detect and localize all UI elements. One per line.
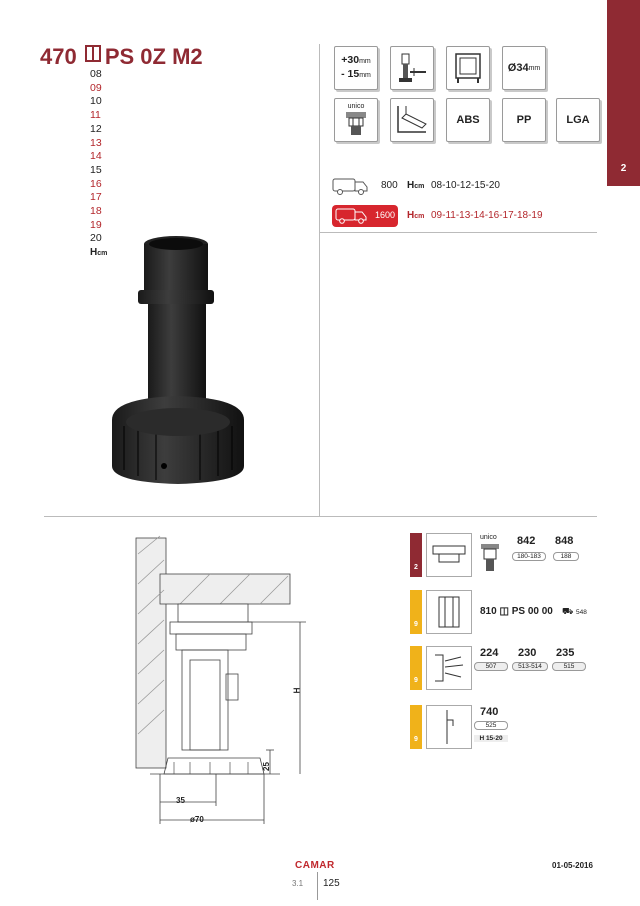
hcm-label: Hcm [90, 247, 108, 259]
technical-drawing [130, 534, 310, 834]
section-divider [44, 516, 597, 517]
height-item: 13 [90, 136, 102, 149]
accessory-code: 810 ◫ PS 00 00 [480, 606, 553, 617]
packaging-heights-1: 08-10-12-15-20 [431, 180, 500, 191]
packaging-heights-2: 09-11-13-14-16-17-18-19 [431, 210, 543, 221]
accessory-ref: 515 [552, 662, 586, 671]
accessory-code: 235 [556, 647, 575, 659]
cabinet-icon [446, 46, 490, 90]
section-tab-number: 2 [620, 163, 627, 174]
height-item: 19 [90, 218, 102, 231]
product-title [40, 44, 203, 70]
dim-25-label: 25 [261, 762, 271, 771]
product-photo [100, 230, 260, 490]
height-item: 11 [90, 109, 101, 122]
accessory-ref: 525 [474, 721, 508, 730]
footer-date: 01-05-2016 [552, 861, 593, 870]
accessory-code: 848 [555, 535, 574, 547]
clip-thumbnail [426, 646, 472, 690]
drawer-icon [390, 98, 434, 142]
product-code-suffix: PS 0Z M2 [104, 44, 203, 69]
screwdriver-adjust-icon [390, 46, 434, 90]
accessory-code: 740 [480, 706, 499, 718]
height-item: 09 [90, 81, 102, 94]
unico-icon: unico [334, 98, 378, 142]
packaging-qty-2: 1600 [375, 210, 396, 220]
accessory-block-4: 9 740 525 H 15-20 [410, 705, 595, 749]
height-item: 17 [90, 191, 102, 204]
diameter-icon: Ø34 mm [502, 46, 546, 90]
divider-box-icon [85, 45, 101, 62]
dim-35-label: 35 [176, 796, 185, 805]
page-number: 125 [323, 878, 340, 889]
accessory-ref: 180-183 [512, 552, 546, 561]
truck-icon [335, 207, 369, 225]
footer-section: 3.1 [292, 879, 304, 888]
dim-h-label: H [292, 687, 302, 694]
material-abs-badge: ABS [446, 98, 490, 142]
accessory-code: 842 [517, 535, 536, 547]
section-tab [607, 0, 640, 186]
bracket-thumbnail [426, 705, 472, 749]
unico-part-icon [480, 543, 500, 575]
height-item: 20 [90, 232, 102, 245]
packaging-divider [319, 232, 597, 233]
accessory-code: 230 [518, 647, 537, 659]
accessory-ref: 548 [576, 609, 587, 616]
truck-icon: ⛟ [562, 606, 574, 616]
unico-label: unico [480, 534, 497, 541]
height-item: 15 [90, 163, 102, 176]
product-code-prefix: 470 [40, 44, 77, 69]
material-lga-badge: LGA [556, 98, 600, 142]
height-item: 08 [90, 68, 102, 80]
accessory-ref: 513-514 [512, 662, 548, 671]
height-item: 18 [90, 205, 102, 218]
accessory-ref: 188 [553, 552, 579, 561]
truck-icon [332, 176, 370, 196]
footer-divider [317, 872, 318, 900]
packaging-qty-1: 800 [381, 180, 398, 191]
height-item: 10 [90, 95, 102, 108]
accessory-code: 224 [480, 647, 499, 659]
height-item: 14 [90, 150, 102, 163]
accessory-ref: 507 [474, 662, 508, 671]
height-note: H 15-20 [474, 735, 508, 742]
brand-logo: CAMAR [295, 860, 335, 871]
accessory-block-1: 2 unico 842 180-183 848 188 [410, 533, 595, 577]
hcm-label: Hcm [407, 210, 425, 221]
material-pp-badge: PP [502, 98, 546, 142]
cap-thumbnail [426, 533, 472, 577]
height-item: 12 [90, 122, 102, 135]
hcm-label: Hcm [407, 180, 425, 191]
dim-70-label: ø70 [190, 815, 204, 824]
adjustment-range-icon: +30mm - 15mm [334, 46, 378, 90]
accessory-block-3: 9 224 507 230 513-514 235 515 [410, 646, 595, 690]
plinth-clip-thumbnail [426, 590, 472, 634]
column-divider [319, 44, 320, 516]
accessory-block-2: 9 810 ◫ PS 00 00 ⛟ 548 [410, 590, 595, 634]
packaging-row-2 [332, 205, 612, 227]
height-item: 16 [90, 177, 102, 190]
packaging-row-1 [332, 176, 612, 196]
